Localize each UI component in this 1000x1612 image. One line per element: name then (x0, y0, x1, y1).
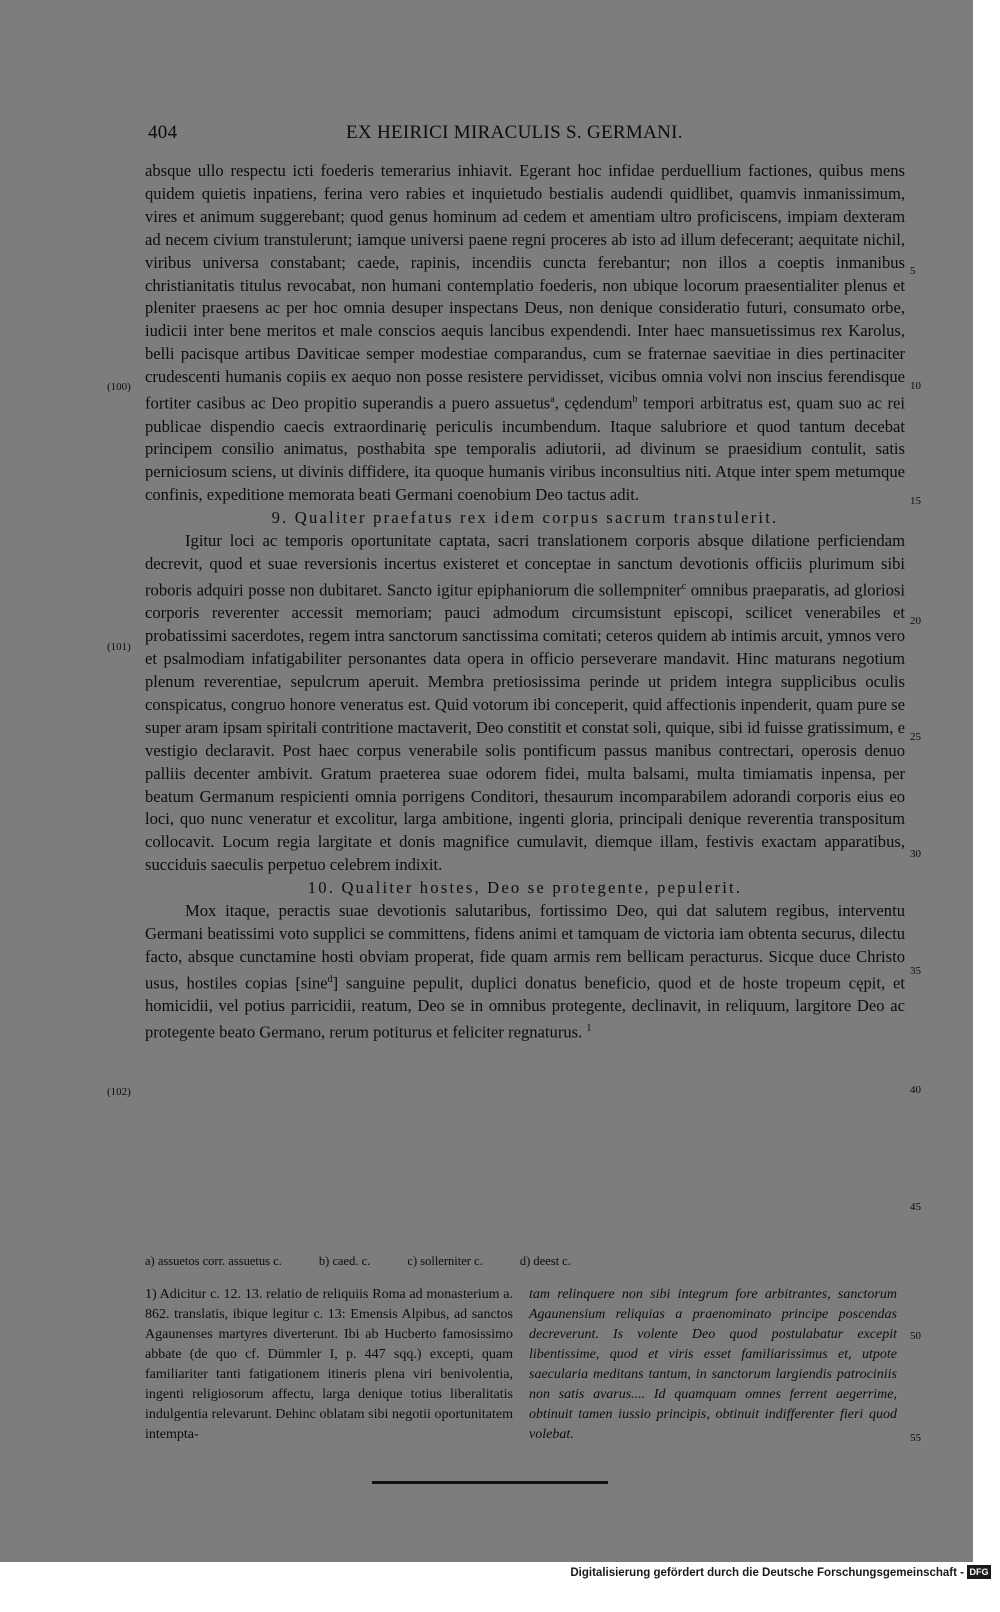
apparatus-criticus (145, 1254, 905, 1269)
line-number: 35 (910, 965, 921, 977)
apparatus-ref-c: c (681, 580, 687, 592)
digitization-credit: Digitalisierung gefördert durch die Deutsche Forschungsgemeinschaft - (570, 1567, 964, 1579)
line-number: 50 (910, 1330, 921, 1342)
line-number: 25 (910, 731, 921, 743)
apparatus-note-d: d) deest c. (519, 1254, 571, 1268)
dfg-logo: DFG (967, 1565, 991, 1579)
apparatus-note-b: b) caed. c. (318, 1254, 371, 1268)
footnote-column-left: 1) Adicitur c. 12. 13. relatio de reliquiis Roma ad monasterium a. 862. translatis, ibique legitur c. 13: Emensis Alpibus, ad sanctos Agaunenses martyres diverterunt. Ibi ab Hucberto famosissimo abbate (de quo cf. Dümmler I, p. 447 sqq.) excepti, quam familiariter tanti fatigationem itineris plena viri benivolentia, ingenti religiosorum affectu, larga denique totius liberalitatis indulgentia relevarunt. Dehinc oblatam sibi negotii oportunitatem intempta- (145, 1287, 513, 1442)
line-number: 45 (910, 1201, 921, 1213)
line-number: 10 (910, 380, 921, 392)
page-number: 404 (148, 122, 178, 143)
line-number: 30 (910, 848, 921, 860)
line-number: 20 (910, 615, 921, 627)
apparatus-ref-d: d (327, 973, 333, 985)
footnote-ref-1: 1 (586, 1023, 592, 1035)
apparatus-ref-b: b (632, 394, 638, 406)
paragraph-3: Mox itaque, peractis suae devotionis salutaribus, fortissimo Deo, qui dat salutem regibus, interventu Germani beatissimi voto supplici se committens, fidens animi et tamquam de victoria iam obtenta securus, dilectu facto, absque cunctamine hosti obviam properat, fide quam armis rem bellicam peracturus. Sicque duce Christo usus, hostiles copias [sine$^d$] sanguine pepulit, duplici donatus beneficio, quod et de hoste tropeum cępit, et homicidii, vel potius parricidii, reatum, Deo se in omnibus protegente, declinavit, in reliquum, largitore Deo ac protegente beato Germano, rerum potiturus et feliciter regnaturus. $^1$ (145, 901, 905, 1042)
bottom-rule (372, 1481, 608, 1484)
line-number: 55 (910, 1432, 921, 1444)
line-number: 40 (910, 1084, 921, 1096)
paragraph-1: absque ullo respectu icti foederis temerarius inhiavit. Egerant hoc infidae perduellium factiones, quibus mens quidem quietis inpatiens, ferina vero rabies et inquietudo bestialis audendi quidlibet, quamvis inmanissimum, vires et animum suggerebant; quod genus hominum ad cedem et amentiam ultro proficiscens, impiam dexteram ad necem civium transtulerunt; iamque universi paene regni proceres ab isto ad illum defecerant; aequitate nichil, viribus universa constabant; caede, rapinis, incendiis cuncta ferebantur; non illos a coeptis inmanibus christianitatis titulus revocabat, non humani contemplatio foederis, non ubique locorum praesentialiter plenus et pleniter praesens ac per hoc omnia desuper inspectans Deus, non denique consideratio futuri, consumato orbe, iudicii inter bene meritos et male conscios aequis lancibus expendendi. Inter haec mansuetissimus rex Karolus, belli pacisque artibus Daviticae semper modestiae comparandus, cum se fraternae saevitiae in dies pertinaciter crudescenti humanis copiis ex aequo non posse resistere pervidisset, vicibus omnia volvi non inscius ferendisque fortiter casibus ac Deo propitio superandis a puero assuetus$^a$, cędendum$^b$ tempori arbitratus est, quam suo ac rei publicae dispendio caecis extraordinarię periculis incumbendum. Itaque salubriore et quod tantum decebat principem consilio animatus, posthabita spe temporalis adiutorii, ad divinum se praesidium contulit, satis perniciosum sciens, ut divinis diffidere, ita quoque humanis viribus inconsultius niti. Atque inter spem metumque confinis, expeditione memorata beati Germani coenobium Deo tactus adit. (145, 161, 906, 505)
margin-section-number: (101) (107, 641, 131, 653)
apparatus-note-c: c) sollerniter c. (407, 1254, 483, 1268)
page-header (148, 122, 908, 150)
line-number: 15 (910, 495, 921, 507)
apparatus-ref-a: a (550, 394, 555, 406)
footnote-column-right: tam relinquere non sibi integrum fore arbitrantes, sanctorum Agaunensium reliquias a praenominato principe poscendas decreverunt. Is volente Deo quod postulabatur excepit libentissime, quod et viris esset familiarissimus et, utpote saecularia meditans tantum, in sanctorum largiendis patrociniis non satis avarus.... Id quamquam omnes ferrent aegerrime, obtinuit tamen iussio principis, obtinuit indifferenter fieri quod volebat. (529, 1287, 897, 1442)
apparatus-note-a: a) assuetos corr. assuetus c. (145, 1254, 282, 1268)
margin-section-number: (102) (107, 1086, 131, 1098)
main-text (145, 160, 905, 1045)
line-number: 5 (910, 265, 916, 277)
chapter-heading-10: 10. Qualiter hostes, Deo se protegente, pepulerit. (307, 878, 743, 898)
running-title: EX HEIRICI MIRACULIS S. GERMANI. (346, 122, 683, 143)
chapter-heading-9: 9. Qualiter praefatus rex idem corpus sacrum transtulerit. (271, 508, 779, 528)
margin-section-number: (100) (107, 381, 131, 393)
paragraph-2: Igitur loci ac temporis oportunitate captata, sacri translationem corporis absque dilatione perficiendam decrevit, quod et suae reversionis incertus existeret et conceptae in sanctum devotionis officiis plurimum sibi roboris adquiri posse non dubitaret. Sancto igitur epiphaniorum die sollempniter$^c$ omnibus praeparatis, ad gloriosi corporis reverenter accessit memoriam; pauci admodum circumsistunt episcopi, scilicet venerabiles et probatissimi sacerdotes, regem intra sanctorum sanctissima comitati; ceteros quidem ab intimis arcuit, ymnos vero et psalmodiam infatigabiliter personantes data opera in officio perseverare mandavit. Hinc maturans negotium plenum reverentiae, sepulcrum aperuit. Membra pretiosissima perinde ut pridem integra supplicibus oculis conspicatus, congruo honore veneratus est. Quid votorum ibi conceperit, quid affectionis inpenderit, quam pure se super aram ipsam spiritali contritione mactaverit, Deo constitit et constat soli, quique, sibi id fuisse gratissimum, e vestigio declaravit. Post haec corpus venerabile solis pontificum passus manibus contrectari, operosis denuo palliis decenter ambivit. Gratum praeterea suae odorem fidei, multa balsami, multa timiamatis inpensa, per beatum Germanum respicienti omnia porrigens Conditori, thesaurum incomparabilem adorandi corporis eius eo loci, quo nunc veneratur et excolitur, larga ambitione, ingenti gloria, principali denique reverentia transpositum collocavit. Locum regia largitate et donis magnifice cumulavit, diemque illam, festivis exactam apparatibus, succiduis saeculis perpetuo celebrem indixit. (145, 531, 905, 875)
